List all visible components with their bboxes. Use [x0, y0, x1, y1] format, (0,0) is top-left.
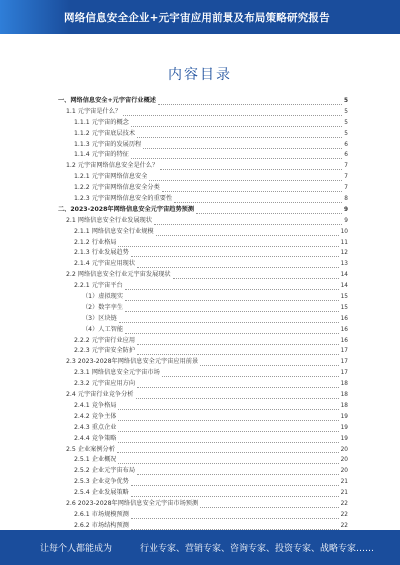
toc-page-number: 16 [340, 337, 348, 344]
toc-entry[interactable] [58, 346, 348, 357]
toc-leader-dots [158, 98, 342, 105]
toc-page-number: 19 [340, 424, 348, 431]
toc-page-number: 9 [343, 206, 348, 213]
toc-entry[interactable] [58, 499, 348, 510]
report-header [0, 0, 400, 34]
toc-page-number: 18 [340, 402, 348, 409]
toc-page-number: 5 [344, 108, 348, 115]
toc-entry-text: 2.4 元宇宙行业竞争分析 [66, 391, 134, 399]
toc-entry-text: （1）虚拟现实 [82, 293, 124, 301]
toc-entry[interactable] [58, 401, 348, 412]
toc-leader-dots [160, 163, 342, 170]
report-title: 网络信息安全企业+元宇宙应用前景及布局策略研究报告 [64, 12, 330, 24]
toc-leader-dots [149, 174, 342, 181]
toc-page-number: 15 [340, 304, 348, 311]
toc-entry[interactable] [58, 216, 348, 227]
toc-entry[interactable] [58, 390, 348, 401]
toc-page-number: 14 [340, 272, 348, 279]
toc-entry[interactable] [58, 248, 348, 259]
toc-entry[interactable] [58, 292, 348, 303]
toc-page-number: 5 [343, 98, 348, 104]
toc-leader-dots [125, 283, 339, 290]
toc-entry[interactable] [58, 172, 348, 183]
toc-leader-dots [196, 207, 342, 214]
toc-leader-dots [173, 272, 339, 279]
toc-leader-dots [118, 403, 338, 410]
toc-entry-text: 一、网络信息安全+元宇宙行业概述 [58, 97, 156, 104]
toc-entry-text: （4）人工智能 [82, 325, 124, 333]
toc-page-number: 7 [344, 185, 348, 192]
toc-page-number: 18 [340, 392, 348, 399]
toc-entry[interactable] [58, 238, 348, 249]
toc-entry-text: 1.2.3 元宇宙网络信息安全的重要性 [74, 195, 173, 203]
toc-entry[interactable] [58, 423, 348, 434]
toc-entry[interactable] [58, 150, 348, 161]
toc-entry[interactable] [58, 118, 348, 129]
toc-entry-text: 2.5 企业案例分析 [66, 445, 115, 453]
toc-entry-text: 2.1.4 元宇宙应用现状 [74, 260, 136, 268]
toc-entry[interactable] [58, 379, 348, 390]
toc-leader-dots [136, 392, 339, 399]
toc-leader-dots [131, 523, 339, 530]
toc-entry-text: 2.6.1 市场规模预测 [74, 510, 129, 518]
toc-entry[interactable] [58, 194, 348, 205]
footer-slogan: 让每个人都能成为 [40, 544, 113, 554]
toc-entry-text: 2.2 网络信息安全行业元宇宙发展现状 [66, 271, 171, 279]
toc-entry[interactable] [58, 140, 348, 151]
toc-entry-text: 1.1.4 元宇宙的特征 [74, 151, 129, 159]
toc-entry-text: （3）区块链 [82, 314, 117, 322]
toc-entry-text: 2.4.2 竞争主体 [74, 412, 117, 420]
toc-entry[interactable] [58, 227, 348, 238]
toc-entry-text: 2.3.2 元宇宙应用方向 [74, 380, 136, 388]
toc-page-number: 6 [344, 141, 348, 148]
toc-entry-text: （2）数字孪生 [82, 303, 124, 311]
toc-entry-text: 2.2.2 元宇宙行业应用 [74, 336, 136, 344]
toc-entry[interactable] [58, 488, 348, 499]
toc-entry[interactable] [58, 129, 348, 140]
toc-page-number: 22 [340, 511, 348, 518]
toc-entry-text: 2.1.3 行业发展趋势 [74, 249, 129, 257]
toc-entry[interactable] [58, 412, 348, 423]
toc-leader-dots [131, 479, 339, 486]
toc-leader-dots [118, 457, 338, 464]
toc-entry-text: 2.3 2023-2028年网络信息安全元宇宙应用前景 [66, 358, 199, 366]
toc-entry[interactable] [58, 445, 348, 456]
toc-page-number: 19 [340, 413, 348, 420]
toc-page-number: 19 [340, 435, 348, 442]
toc-entry-text: 2.2.3 元宇宙安全防护 [74, 347, 136, 355]
toc-entry[interactable] [58, 107, 348, 118]
toc-page-number: 5 [344, 130, 348, 137]
toc-page-number: 21 [340, 479, 348, 486]
page-footer [0, 530, 400, 565]
toc-leader-dots [131, 152, 342, 159]
toc-leader-dots [125, 327, 339, 334]
toc-entry-text: 2.4.1 竞争格局 [74, 401, 117, 409]
toc-entry[interactable] [58, 183, 348, 194]
toc-leader-dots [131, 512, 339, 519]
toc-leader-dots [119, 316, 339, 323]
toc-leader-dots [125, 305, 339, 312]
toc-leader-dots [137, 348, 339, 355]
toc-page-number: 9 [344, 217, 348, 224]
toc-entry[interactable] [58, 336, 348, 347]
toc-page-number: 7 [344, 163, 348, 170]
toc-page-number: 12 [340, 250, 348, 257]
toc-page-number: 8 [344, 196, 348, 203]
toc-page-number: 18 [340, 381, 348, 388]
toc-leader-dots [118, 436, 338, 443]
toc-entry[interactable] [58, 281, 348, 292]
toc-leader-dots [123, 109, 342, 116]
toc-entry[interactable] [58, 477, 348, 488]
toc-leader-dots [137, 381, 339, 388]
toc-entry[interactable] [58, 357, 348, 368]
toc-page-number: 20 [340, 446, 348, 453]
toc-entry[interactable] [58, 259, 348, 270]
toc-entry-text: 1.1.1 元宇宙的概念 [74, 118, 129, 126]
toc-page-number: 22 [340, 500, 348, 507]
toc-leader-dots [156, 229, 339, 236]
toc-entry-text: 2.5.4 企业发展策略 [74, 489, 129, 497]
toc-entry-text: 1.2.1 元宇宙网络信息安全 [74, 173, 148, 181]
toc-entry-text: 2.5.3 企业竞争优势 [74, 478, 129, 486]
toc-page-number: 10 [340, 228, 348, 235]
toc-entry-text: 二、2023-2028年网络信息安全元宇宙趋势预测 [58, 205, 195, 213]
toc-entry-text: 1.2.2 元宇宙网络信息安全分类 [74, 184, 160, 192]
toc-entry-text: 2.5.1 企业概况 [74, 456, 117, 464]
toc-entry-text: 2.3.1 网络信息安全元宇宙市场 [74, 369, 160, 377]
toc-entry-text: 2.6.2 市场结构预测 [74, 521, 129, 529]
toc-page-number: 14 [340, 283, 348, 290]
toc-leader-dots [131, 120, 342, 127]
toc-entry[interactable] [58, 434, 348, 445]
toc-page-number: 20 [340, 457, 348, 464]
toc-entry-text: 2.4.3 重点企业 [74, 423, 117, 431]
toc-leader-dots [200, 359, 338, 366]
footer-roles: 行业专家、营销专家、咨询专家、投资专家、战略专家…… [140, 544, 375, 554]
toc-entry-text: 1.1 元宇宙是什么？ [66, 107, 122, 115]
toc-leader-dots [143, 142, 342, 149]
toc-entry-text: 2.4.4 竞争策略 [74, 434, 117, 442]
toc-page-number: 22 [340, 522, 348, 529]
toc-leader-dots [162, 185, 343, 192]
toc-entry-text: 1.1.2 元宇宙底层技术 [74, 129, 136, 137]
toc-entry[interactable] [58, 270, 348, 281]
header-accent-stripe [0, 0, 70, 34]
toc-leader-dots [137, 261, 339, 268]
toc-leader-dots [125, 294, 339, 301]
toc-leader-dots [137, 131, 342, 138]
toc-entry-text: 1.2 元宇宙网络信息安全是什么？ [66, 162, 159, 170]
toc-entry-text: 2.1.1 网络信息安全行业规模 [74, 227, 154, 235]
toc-entry-text: 2.1 网络信息安全行业发展现状 [66, 216, 153, 224]
toc-entry-text: 2.6 2023-2028年网络信息安全元宇宙市场预测 [66, 499, 199, 507]
toc-entry[interactable] [58, 510, 348, 521]
toc-page-number: 17 [340, 348, 348, 355]
toc-leader-dots [137, 338, 339, 345]
toc-leader-dots [154, 218, 342, 225]
table-of-contents [58, 96, 348, 532]
toc-page-number: 21 [340, 490, 348, 497]
toc-entry[interactable] [58, 466, 348, 477]
toc-entry[interactable] [58, 96, 348, 107]
toc-page-number: 11 [340, 239, 348, 246]
toc-leader-dots [131, 490, 339, 497]
toc-page-number: 20 [340, 468, 348, 475]
toc-leader-dots [174, 196, 342, 203]
toc-leader-dots [118, 240, 338, 247]
toc-entry[interactable] [58, 314, 348, 325]
toc-leader-dots [200, 501, 338, 508]
toc-page-number: 15 [340, 294, 348, 301]
toc-page-number: 17 [340, 370, 348, 377]
toc-page-number: 13 [340, 261, 348, 268]
toc-entry[interactable] [58, 455, 348, 466]
toc-page-number: 16 [340, 315, 348, 322]
toc-leader-dots [118, 414, 338, 421]
toc-entry[interactable] [58, 161, 348, 172]
toc-entry[interactable] [58, 303, 348, 314]
toc-page-number: 16 [340, 326, 348, 333]
toc-entry-text: 1.1.3 元宇宙的发展历程 [74, 140, 142, 148]
toc-page-number: 6 [344, 152, 348, 159]
toc-heading: 内容目录 [168, 67, 232, 83]
toc-page-number: 17 [340, 359, 348, 366]
toc-entry[interactable] [58, 205, 348, 216]
toc-leader-dots [118, 425, 338, 432]
toc-entry[interactable] [58, 325, 348, 336]
toc-leader-dots [137, 468, 339, 475]
toc-entry-text: 2.5.2 企业元宇宙布局 [74, 467, 136, 475]
toc-page-number: 7 [344, 174, 348, 181]
toc-page-number: 5 [344, 119, 348, 126]
toc-leader-dots [162, 370, 339, 377]
toc-entry[interactable] [58, 368, 348, 379]
toc-leader-dots [131, 250, 339, 257]
toc-entry-text: 2.2.1 元宇宙平台 [74, 282, 123, 290]
toc-leader-dots [117, 446, 339, 453]
toc-entry-text: 2.1.2 行业格局 [74, 238, 117, 246]
